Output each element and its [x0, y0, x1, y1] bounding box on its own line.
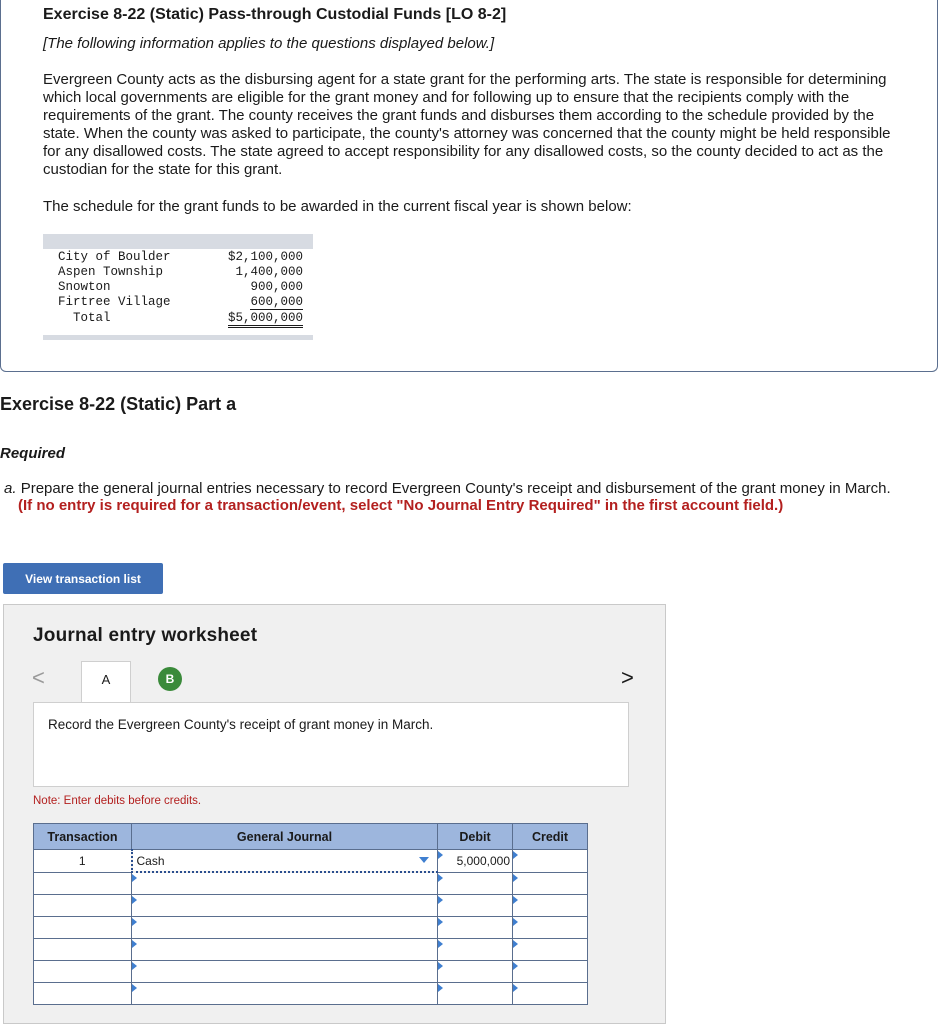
input-marker-icon [438, 962, 443, 970]
schedule-amount: 900,000 [250, 280, 303, 294]
input-marker-icon [132, 896, 137, 904]
debit-input[interactable] [438, 895, 513, 917]
input-marker-icon [438, 874, 443, 882]
table-row [34, 961, 588, 983]
input-marker-icon [132, 984, 137, 992]
input-marker-icon [438, 984, 443, 992]
credit-input[interactable] [513, 961, 588, 983]
debit-value: 5,000,000 [456, 854, 510, 868]
entry-description-box [33, 702, 629, 787]
debit-input[interactable] [438, 872, 513, 895]
question-prefix: a. [4, 480, 17, 497]
view-transaction-list-button[interactable]: View transaction list [3, 563, 163, 594]
input-marker-icon [513, 918, 518, 926]
table-row [34, 895, 588, 917]
schedule-name: Aspen Township [58, 265, 164, 279]
schedule-row [43, 295, 313, 310]
input-marker-icon [513, 874, 518, 882]
schedule-name: Snowton [58, 280, 111, 294]
account-value: Cash [136, 854, 165, 868]
input-marker-icon [513, 962, 518, 970]
col-debit: Debit [438, 824, 513, 850]
input-marker-icon [132, 962, 137, 970]
grant-schedule-table [43, 234, 313, 340]
schedule-amount: 1,400,000 [235, 265, 303, 279]
question-text [4, 480, 891, 497]
schedule-intro: The schedule for the grant funds to be awarded in the current fiscal year is shown below: [43, 198, 632, 215]
debit-input[interactable] [438, 961, 513, 983]
input-marker-icon [513, 940, 518, 948]
debits-note: Note: Enter debits before credits. [33, 795, 202, 807]
journal-entry-worksheet [3, 604, 666, 1024]
transaction-cell [34, 939, 132, 961]
input-marker-icon [438, 940, 443, 948]
input-marker-icon [132, 918, 137, 926]
input-marker-icon [438, 896, 443, 904]
transaction-cell: 1 [34, 850, 132, 873]
input-marker-icon [438, 918, 443, 926]
entry-description: Record the Evergreen County's receipt of grant money in March. [48, 717, 434, 732]
worksheet-title: Journal entry worksheet [33, 625, 258, 646]
transaction-cell [34, 961, 132, 983]
account-select[interactable] [132, 895, 438, 917]
schedule-total-label: Total [73, 311, 111, 325]
input-marker-icon [132, 940, 137, 948]
schedule-row [43, 265, 313, 280]
transaction-cell [34, 983, 132, 1005]
tab-a[interactable]: A [81, 661, 131, 703]
part-title: Exercise 8-22 (Static) Part a [0, 394, 237, 414]
credit-input[interactable] [513, 983, 588, 1005]
debit-input[interactable] [438, 917, 513, 939]
schedule-total-amount: $5,000,000 [228, 311, 303, 328]
table-row [34, 939, 588, 961]
account-select[interactable] [132, 983, 438, 1005]
tab-b[interactable]: B [158, 667, 182, 691]
debit-input[interactable] [438, 850, 513, 873]
input-marker-icon [513, 984, 518, 992]
credit-input[interactable] [513, 917, 588, 939]
required-label: Required [0, 445, 66, 462]
col-credit: Credit [513, 824, 588, 850]
schedule-amount: $2,100,000 [227, 250, 303, 264]
schedule-row [43, 250, 313, 265]
credit-input[interactable] [513, 895, 588, 917]
input-marker-icon [438, 851, 443, 859]
input-marker-icon [132, 874, 137, 882]
table-row [34, 983, 588, 1005]
credit-input[interactable] [513, 939, 588, 961]
credit-input[interactable] [513, 872, 588, 895]
account-select[interactable] [132, 917, 438, 939]
account-select[interactable] [132, 939, 438, 961]
dropdown-arrow-icon[interactable] [419, 857, 429, 863]
exercise-title: Exercise 8-22 (Static) Pass-through Custodial Funds [LO 8-2] [43, 6, 507, 23]
debit-input[interactable] [438, 983, 513, 1005]
account-select[interactable] [132, 850, 438, 873]
schedule-total-row [43, 311, 313, 326]
next-arrow-icon[interactable]: > [621, 665, 634, 690]
input-marker-icon [513, 851, 518, 859]
col-transaction: Transaction [34, 824, 132, 850]
schedule-amount: 600,000 [250, 295, 303, 309]
question-instruction: (If no entry is required for a transaction/event, select "No Journal Entry Required" in the first account field.) [18, 497, 784, 514]
transaction-cell [34, 917, 132, 939]
exercise-subtitle: [The following information applies to the questions displayed below.] [43, 35, 495, 52]
schedule-name: Firtree Village [58, 295, 171, 309]
transaction-cell [34, 895, 132, 917]
credit-input[interactable] [513, 850, 588, 873]
account-select[interactable] [132, 872, 438, 895]
schedule-row [43, 280, 313, 295]
table-row [34, 917, 588, 939]
schedule-name: City of Boulder [58, 250, 171, 264]
exercise-paragraph: Evergreen County acts as the disbursing agent for a state grant for the performing arts. The state is responsible for determining which local governments are eligible for the grant money and for following up to ensure that the recipients comply with the requirements of the grant. The county receives the grant funds and disburses them according to the schedule provided by the state. When the county was asked to participate, the county's attorney was concerned that the county might be held responsible for any disallowed costs. The state agreed to accept responsibility for any disallowed costs, so the county decided to act as the custodian for the state for this grant. [43, 71, 891, 178]
transaction-cell [34, 872, 132, 895]
journal-table [33, 823, 588, 1005]
question-body: Prepare the general journal entries necessary to record Evergreen County's receipt and disbursement of the grant money in March. [20, 480, 891, 497]
debit-input[interactable] [438, 939, 513, 961]
input-marker-icon [513, 896, 518, 904]
table-row [34, 872, 588, 895]
col-general-journal: General Journal [132, 824, 438, 850]
account-select[interactable] [132, 961, 438, 983]
table-row [34, 850, 588, 873]
prev-arrow-icon[interactable]: < [32, 665, 45, 690]
